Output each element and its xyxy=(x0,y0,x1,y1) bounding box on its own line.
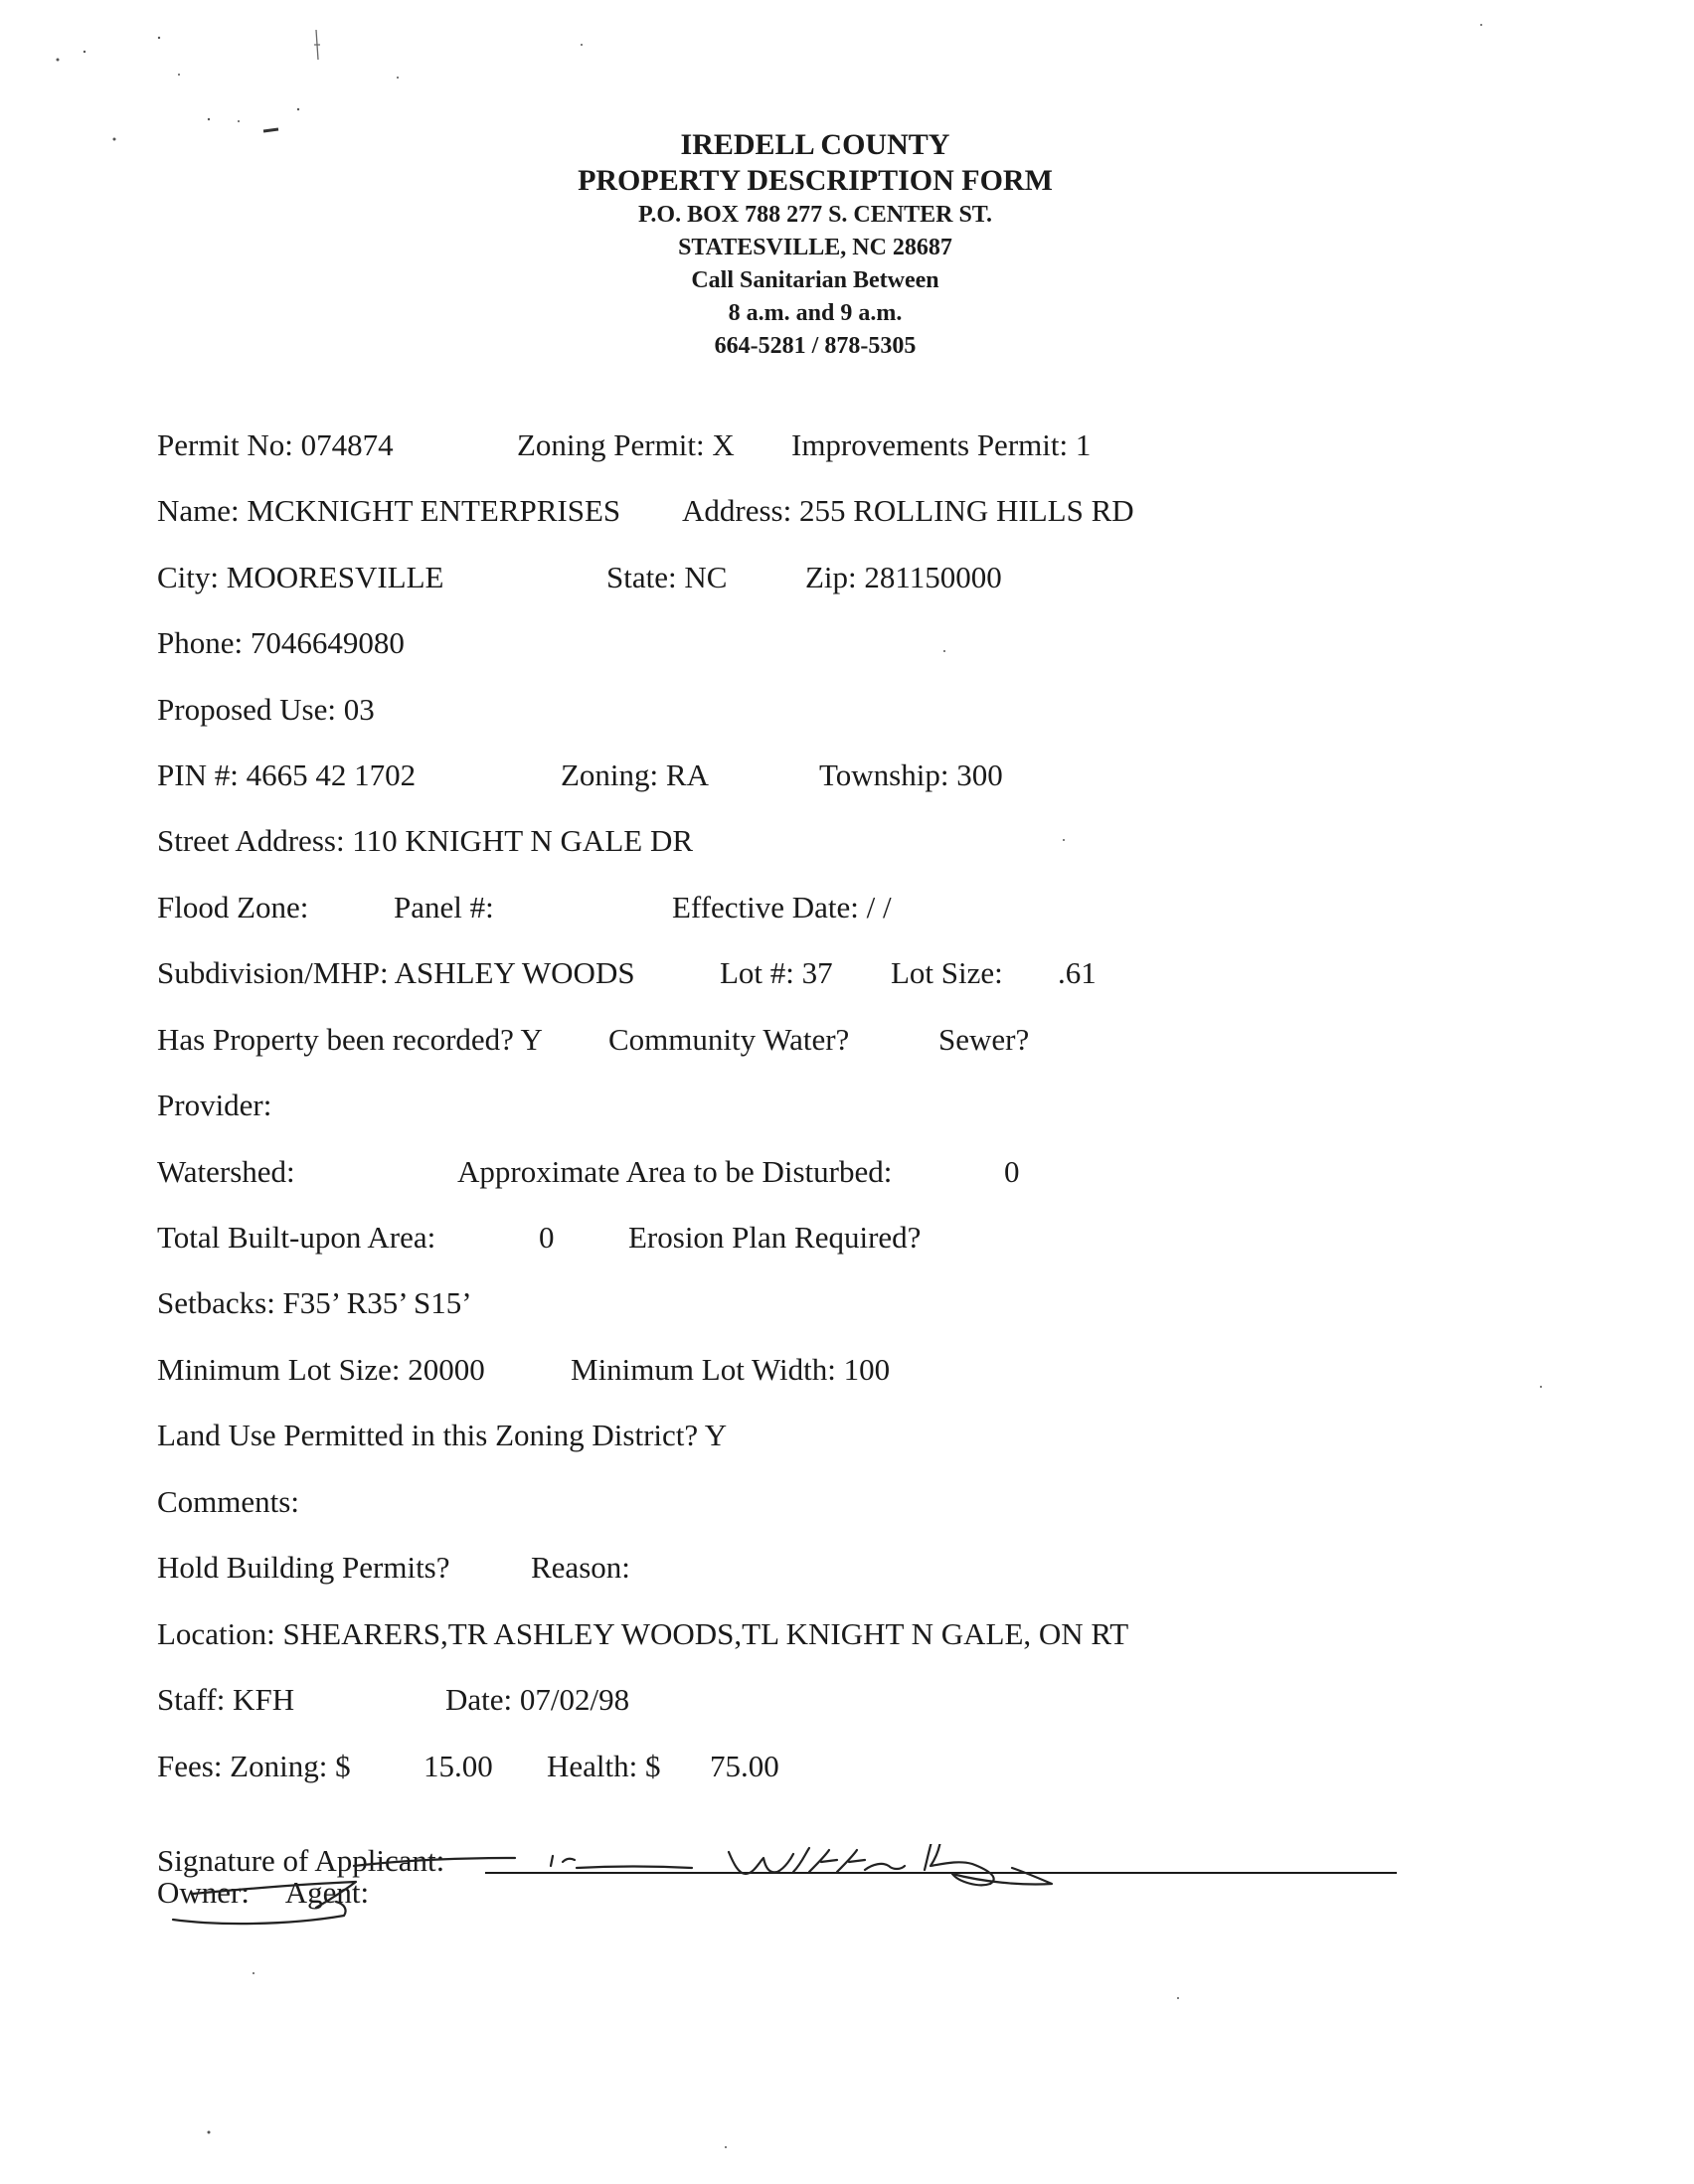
city-state-zip: STATESVILLE, NC 28687 xyxy=(678,235,952,260)
area-disturbed-label: Approximate Area to be Disturbed: xyxy=(457,1154,893,1189)
fees-zoning-label: Fees: Zoning: $ xyxy=(157,1749,351,1783)
panel-number: Panel #: xyxy=(394,890,494,924)
form-title: PROPERTY DESCRIPTION FORM xyxy=(578,164,1053,197)
fees-zoning-value: 15.00 xyxy=(424,1749,493,1783)
mailing-address: P.O. BOX 788 277 S. CENTER ST. xyxy=(637,202,993,228)
proposed-use: Proposed Use: 03 xyxy=(157,692,375,727)
county-title: IREDELL COUNTY xyxy=(680,128,950,161)
zoning: Zoning: RA xyxy=(561,757,709,792)
agent-label: Agent: xyxy=(284,1875,370,1910)
watershed: Watershed: xyxy=(157,1154,295,1189)
zip: Zip: 281150000 xyxy=(805,560,1002,594)
location: Location: SHEARERS,TR ASHLEY WOODS,TL KNIGHT N GALE, ON RT xyxy=(157,1616,1129,1651)
signature-of-applicant-label: Signature of Applicant: xyxy=(157,1843,445,1878)
erosion-plan: Erosion Plan Required? xyxy=(628,1220,922,1255)
hold-building-permits: Hold Building Permits? xyxy=(157,1550,450,1585)
lot-number: Lot #: 37 xyxy=(720,955,833,990)
zoning-permit: Zoning Permit: X xyxy=(517,427,735,462)
fees-health-label: Health: $ xyxy=(547,1749,661,1783)
lot-size-value: .61 xyxy=(1058,955,1097,990)
subdivision: Subdivision/MHP: ASHLEY WOODS xyxy=(157,955,635,990)
area-disturbed-value: 0 xyxy=(1004,1154,1020,1189)
provider: Provider: xyxy=(157,1088,272,1122)
applicant-name: Name: MCKNIGHT ENTERPRISES xyxy=(157,493,621,528)
lot-size-label: Lot Size: xyxy=(891,955,1003,990)
handwritten-signature xyxy=(157,1844,1251,1933)
setbacks: Setbacks: F35’ R35’ S15’ xyxy=(157,1285,472,1320)
permit-number: Permit No: 074874 xyxy=(157,427,394,462)
street-address: Street Address: 110 KNIGHT N GALE DR xyxy=(157,823,694,858)
reason: Reason: xyxy=(531,1550,630,1585)
community-water: Community Water? xyxy=(608,1022,850,1057)
built-upon-value: 0 xyxy=(539,1220,555,1255)
effective-date: Effective Date: / / xyxy=(672,890,892,924)
applicant-address: Address: 255 ROLLING HILLS RD xyxy=(682,493,1134,528)
comments: Comments: xyxy=(157,1484,299,1519)
staff: Staff: KFH xyxy=(157,1682,295,1717)
minimum-lot-width: Minimum Lot Width: 100 xyxy=(571,1352,891,1387)
phone-numbers: 664-5281 / 878-5305 xyxy=(714,333,917,359)
call-instructions: Call Sanitarian Between xyxy=(691,267,939,293)
fees-health-value: 75.00 xyxy=(710,1749,779,1783)
city: City: MOORESVILLE xyxy=(157,560,444,594)
land-use-permitted: Land Use Permitted in this Zoning District? Y xyxy=(157,1418,728,1452)
owner-label: Owner: xyxy=(157,1875,250,1910)
form-header xyxy=(497,127,1133,363)
call-hours: 8 a.m. and 9 a.m. xyxy=(728,300,903,326)
township: Township: 300 xyxy=(819,757,1003,792)
phone: Phone: 7046649080 xyxy=(157,625,405,660)
property-recorded: Has Property been recorded? Y xyxy=(157,1022,543,1057)
minimum-lot-size: Minimum Lot Size: 20000 xyxy=(157,1352,485,1387)
signature-area xyxy=(157,1844,1251,1933)
built-upon-label: Total Built-upon Area: xyxy=(157,1220,436,1255)
date: Date: 07/02/98 xyxy=(445,1682,630,1717)
state: State: NC xyxy=(606,560,728,594)
flood-zone: Flood Zone: xyxy=(157,890,309,924)
pin-number: PIN #: 4665 42 1702 xyxy=(157,757,417,792)
sewer: Sewer? xyxy=(938,1022,1030,1057)
improvements-permit: Improvements Permit: 1 xyxy=(791,427,1092,462)
